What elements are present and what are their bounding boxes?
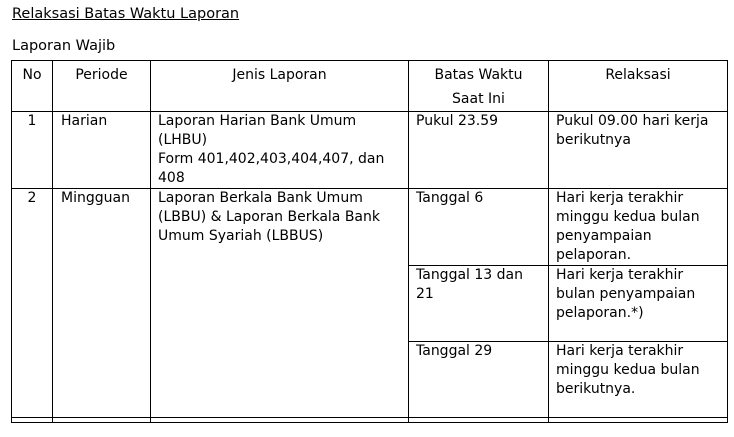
- cell-empty: [151, 418, 409, 423]
- relaksasi-line: Pukul 09.00 hari kerja: [556, 113, 709, 129]
- jenis-line: Laporan Berkala Bank Umum: [158, 190, 363, 206]
- table-row: [12, 112, 728, 189]
- relaksasi-line: pelaporan.: [556, 247, 632, 263]
- cell-empty: [549, 418, 728, 423]
- cell-jenis-laporan: [151, 189, 409, 418]
- jenis-line: Laporan Harian Bank Umum: [158, 113, 357, 129]
- cell-no: 2: [12, 189, 53, 418]
- report-table: [11, 60, 728, 423]
- batas-line: Tanggal 29: [416, 343, 493, 359]
- jenis-line: Form 401,402,403,404,407, dan: [158, 151, 385, 167]
- batas-line: 21: [416, 286, 434, 302]
- header-no: No: [12, 61, 53, 112]
- relaksasi-line: pelaporan.*): [556, 305, 644, 321]
- header-periode: Periode: [53, 61, 151, 112]
- batas-line: Tanggal 6: [416, 190, 484, 206]
- relaksasi-line: minggu kedua bulan: [556, 362, 700, 378]
- batas-line: Tanggal 13 dan: [416, 267, 523, 283]
- document-title: Relaksasi Batas Waktu Laporan: [12, 6, 240, 22]
- table-header-row: [12, 61, 728, 112]
- relaksasi-line: Hari kerja terakhir: [556, 190, 684, 206]
- relaksasi-line: penyampaian: [556, 228, 652, 244]
- relaksasi-line: bulan penyampaian: [556, 286, 696, 302]
- cell-batas-waktu: [409, 342, 549, 418]
- cell-batas-waktu: [409, 189, 549, 266]
- cell-empty: [409, 418, 549, 423]
- table-row-cutoff: [12, 418, 728, 423]
- header-batas-line2: Saat Ini: [452, 91, 505, 107]
- relaksasi-line: Hari kerja terakhir: [556, 267, 684, 283]
- jenis-line: Umum Syariah (LBBUS): [158, 228, 324, 244]
- cell-relaksasi: [549, 342, 728, 418]
- cell-relaksasi: [549, 266, 728, 342]
- header-jenis-laporan: Jenis Laporan: [151, 61, 409, 112]
- cell-empty: [12, 418, 53, 423]
- header-batas-line1: Batas Waktu: [434, 67, 523, 83]
- table-row: [12, 189, 728, 266]
- header-relaksasi: Relaksasi: [549, 61, 728, 112]
- relaksasi-line: berikutnya: [556, 132, 631, 148]
- jenis-line: (LBBU) & Laporan Berkala Bank: [158, 209, 380, 225]
- header-batas-waktu: [409, 61, 549, 112]
- cell-batas-waktu: [409, 266, 549, 342]
- cell-periode: Mingguan: [53, 189, 151, 418]
- relaksasi-line: minggu kedua bulan: [556, 209, 700, 225]
- cell-relaksasi: [549, 112, 728, 189]
- cell-periode: Harian: [53, 112, 151, 189]
- jenis-line: 408: [158, 170, 185, 186]
- cell-batas-waktu: Pukul 23.59: [409, 112, 549, 189]
- cell-no: 1: [12, 112, 53, 189]
- relaksasi-line: berikutnya.: [556, 381, 636, 397]
- section-title: Laporan Wajib: [12, 38, 116, 54]
- cell-relaksasi: [549, 189, 728, 266]
- cell-empty: [53, 418, 151, 423]
- jenis-line: (LHBU): [158, 132, 208, 148]
- cell-jenis-laporan: [151, 112, 409, 189]
- relaksasi-line: Hari kerja terakhir: [556, 343, 684, 359]
